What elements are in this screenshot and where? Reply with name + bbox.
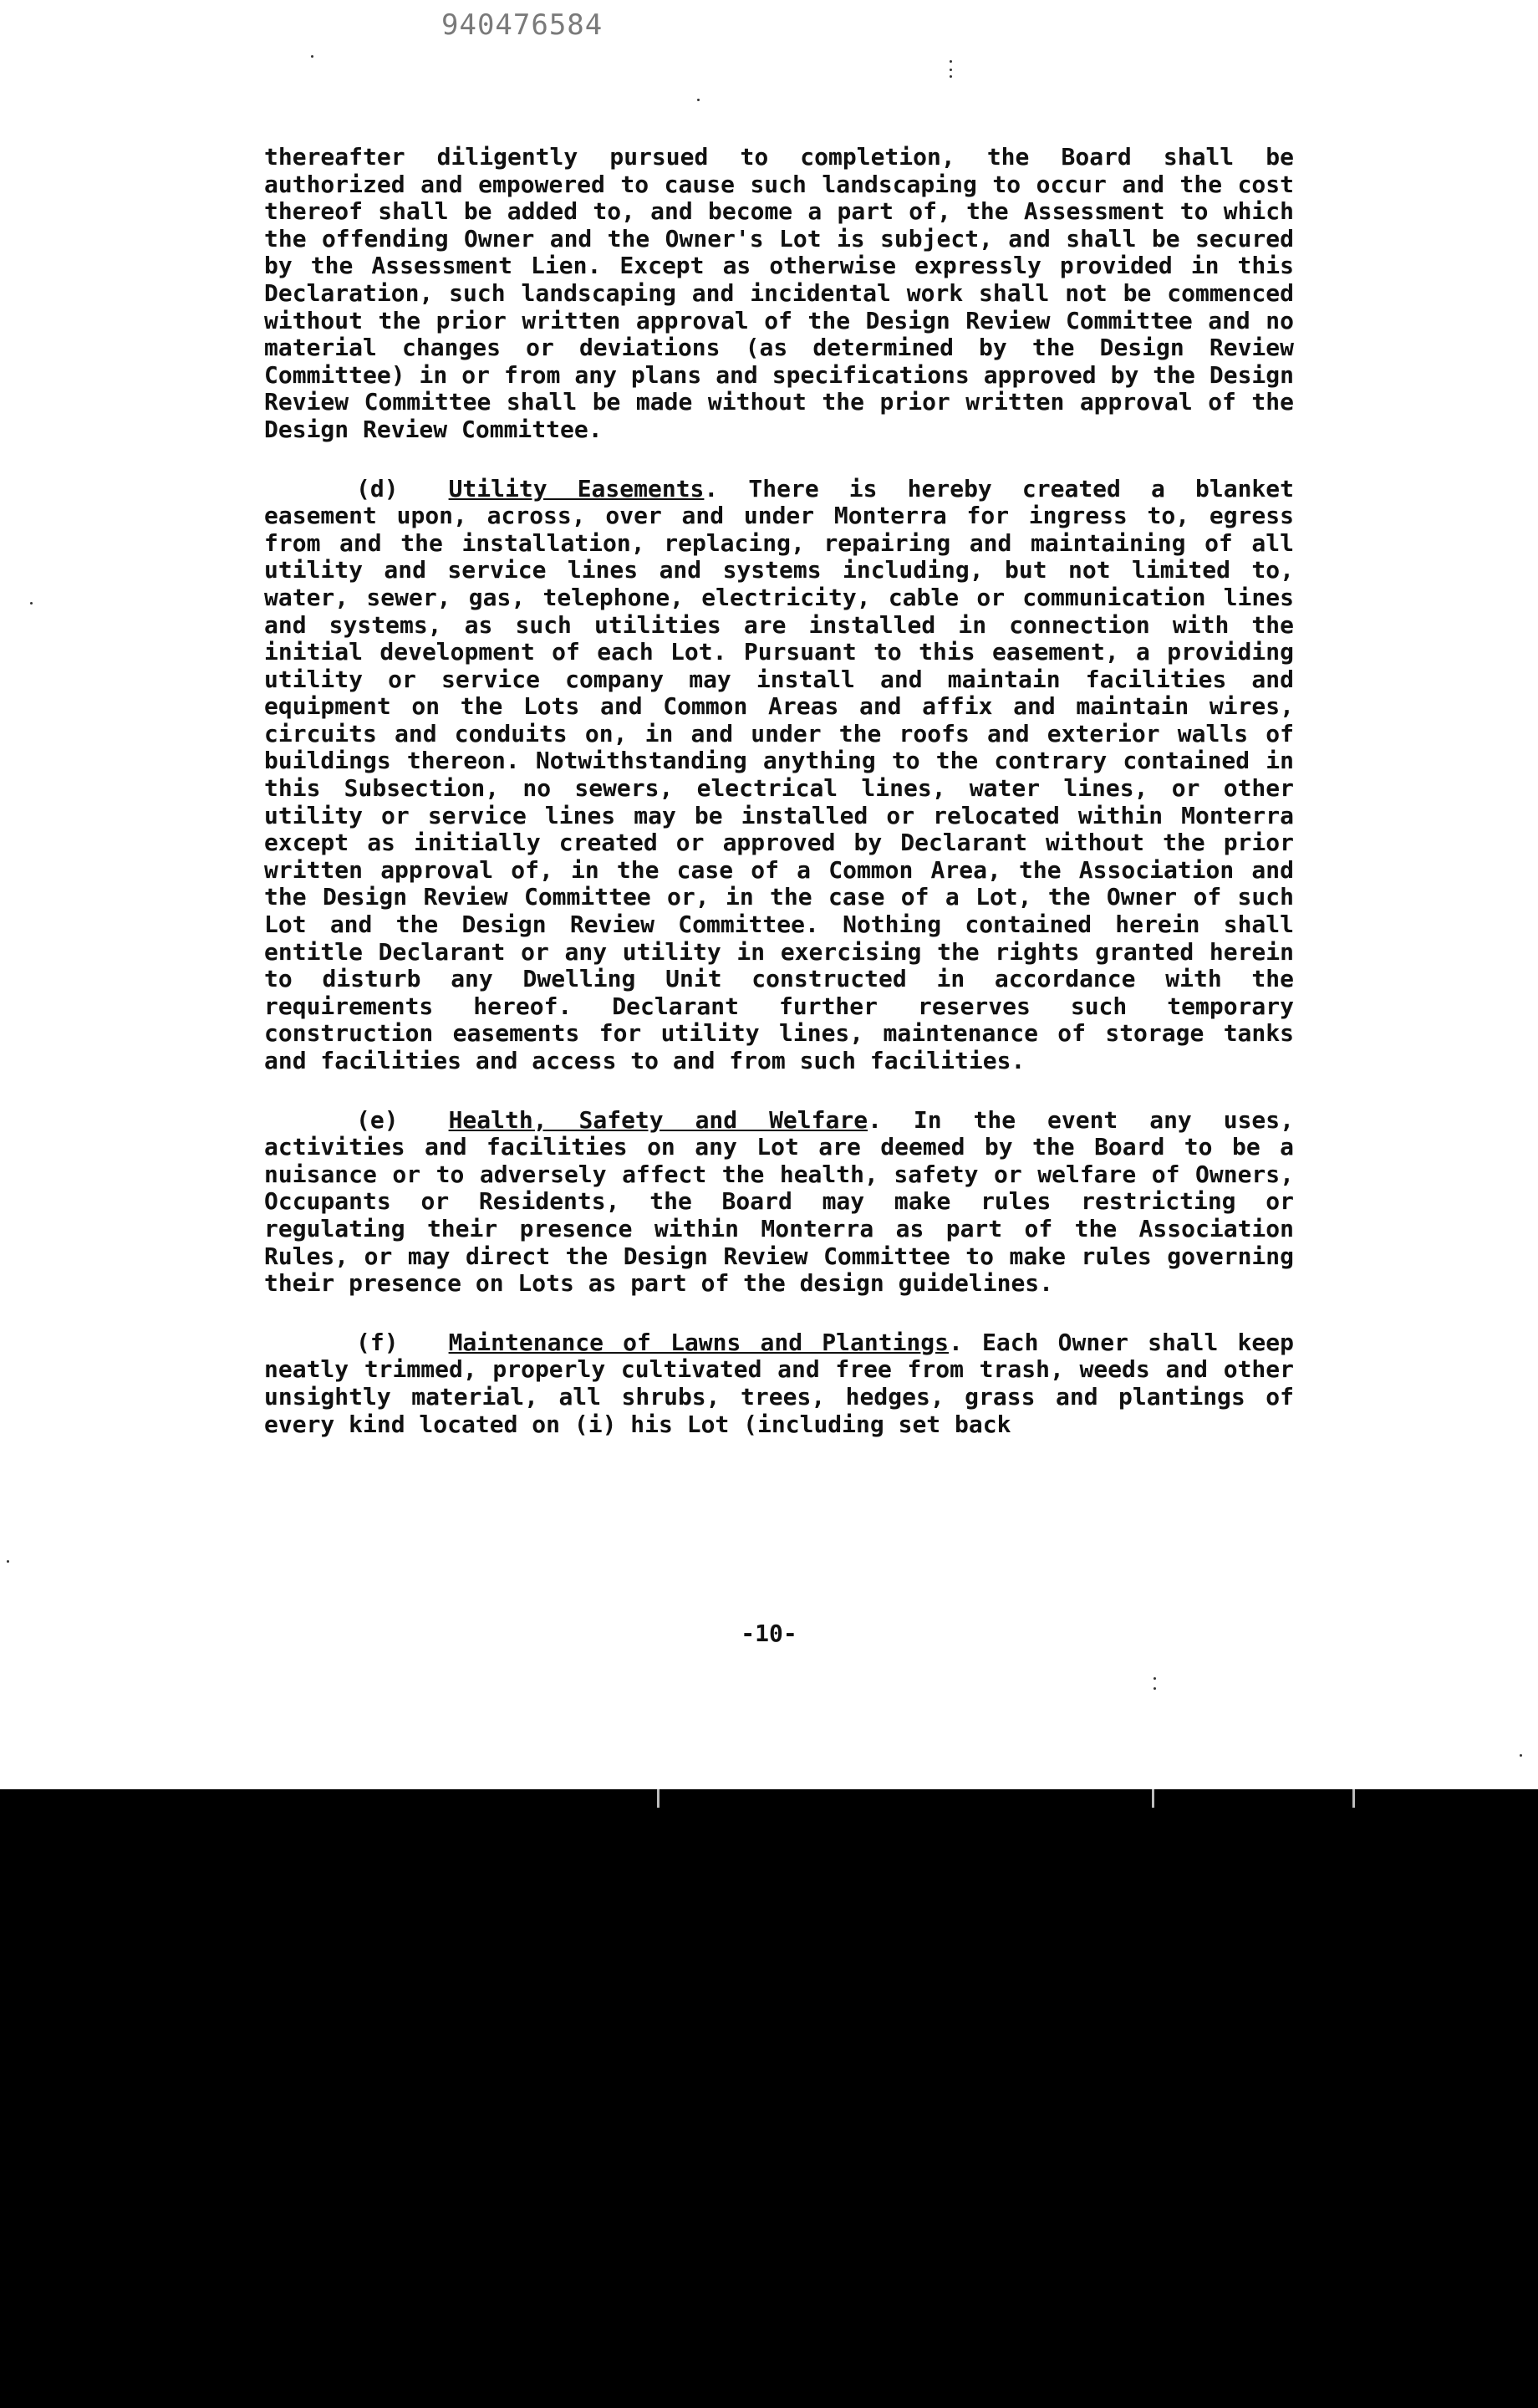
scan-speck <box>950 60 952 63</box>
scan-speck <box>1520 1754 1522 1757</box>
scan-speck <box>1154 1677 1156 1680</box>
paragraph-landscaping-continued: thereafter diligently pursued to completion, the Board shall be authorized and empowered to cause such landscaping to occur and the cost thereof shall be added to, and become a part of, the Assessment to which the offending Owner and the Owner's Lot is subject, and shall be secured by the Assessment Lien. Except as otherwise expressly provided in this Declaration, such landscaping and incidental work shall not be commenced without the prior written approval of the Design Review Committee and no material changes or deviations (as determined by the Design Review Committee) in or from any plans and specifications approved by the Design Review Committee shall be made without the prior written approval of the Design Review Committee. <box>264 143 1294 443</box>
section-text-health-safety-welfare: . In the event any uses, activities and facilities on any Lot are deemed by the Board to be a nuisance or to adversely affect the health, safety or welfare of Owners, Occupants or Residents, the Board may make rules restricting or regulating their presence within Monterra as part of the Association Rules, or may direct the Design Review Committee to make rules governing their presence on Lots as part of the design guidelines. <box>264 1105 1294 1298</box>
section-heading-health-safety-welfare: Health, Safety and Welfare <box>448 1105 868 1134</box>
document-id-number: 940476584 <box>441 8 603 42</box>
scan-speck <box>950 69 952 71</box>
paragraph-maintenance-lawns <box>264 1329 1294 1438</box>
scan-edge-mark <box>657 1789 660 1808</box>
section-text-maintenance-lawns: . Each Owner shall keep neatly trimmed, properly cultivated and free from trash, weeds and other unsightly material, all shrubs, trees, hedges, grass and plantings of every kind located on (i) his Lot (including set back <box>264 1328 1294 1438</box>
paragraph-utility-easements <box>264 476 1294 1075</box>
document-body <box>264 144 1294 1470</box>
paragraph-health-safety-welfare <box>264 1107 1294 1298</box>
scan-speck <box>311 55 313 58</box>
scan-speck <box>1154 1687 1156 1690</box>
section-label-f: (f) <box>356 1328 399 1356</box>
section-label-d: (d) <box>356 474 399 503</box>
scan-edge-mark <box>1352 1789 1355 1808</box>
page-number: -10- <box>741 1620 797 1647</box>
scan-speck <box>30 602 33 605</box>
section-label-e: (e) <box>356 1105 399 1134</box>
section-heading-maintenance-lawns: Maintenance of Lawns and Plantings <box>448 1328 949 1356</box>
scan-black-area <box>0 1789 1538 2408</box>
section-heading-utility-easements: Utility Easements <box>448 474 705 503</box>
scan-speck <box>7 1560 9 1563</box>
scan-edge-mark <box>1152 1789 1154 1808</box>
section-text-utility-easements: . There is hereby created a blanket easement upon, across, over and under Monterra for ingress to, egress from and the installation, replacing, repairing and maintaining of all utility and service lines and systems including, but not limited to, water, sewer, gas, telephone, electricity, cable or communication lines and systems, as such utilities are installed in connection with the initial development of each Lot. Pursuant to this easement, a providing utility or service company may install and maintain facilities and equipment on the Lots and Common Areas and affix and maintain wires, circuits and conduits on, in and under the roofs and exterior walls of buildings thereon. Notwithstanding anything to the contrary contained in this Subsection, no sewers, electrical lines, water lines, or other utility or service lines may be installed or relocated within Monterra except as initially created or approved by Declarant without the prior written approval of, in the case of a Common Area, the Association and the Design Review Committee or, in the case of a Lot, the Owner of such Lot and the Design Review Committee. Nothing contained herein shall entitle Declarant or any utility in exercising the rights granted herein to disturb any Dwelling Unit constructed in accordance with the requirements hereof. Declarant further reserves such temporary construction easements for utility lines, maintenance of storage tanks and facilities and access to and from such facilities. <box>264 474 1294 1074</box>
scan-speck <box>950 75 952 78</box>
scan-speck <box>697 99 700 101</box>
